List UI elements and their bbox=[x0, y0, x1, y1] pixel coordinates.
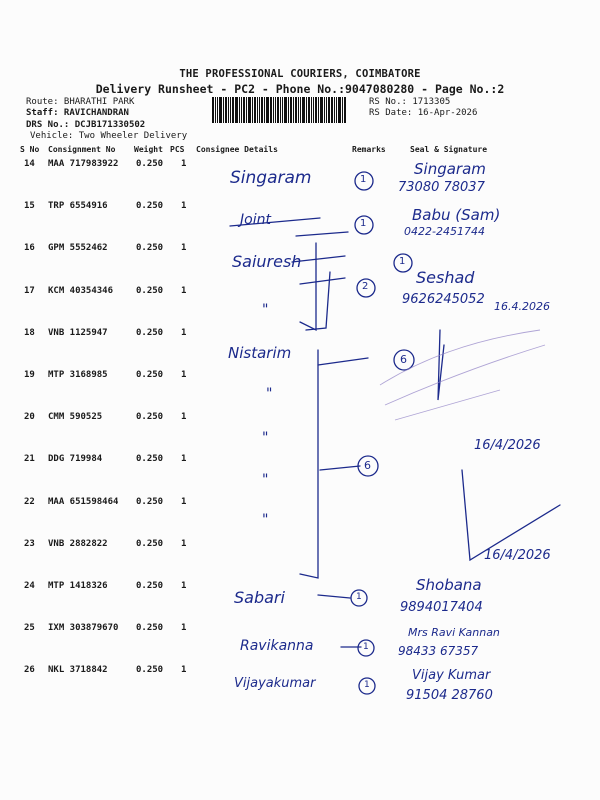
remark-value: 1 bbox=[363, 642, 369, 652]
row-sno: 20 bbox=[24, 412, 35, 423]
ditto-mark: " bbox=[262, 430, 269, 446]
remark-value: 1 bbox=[356, 592, 362, 602]
row-consignment-no: DDG 719984 bbox=[48, 454, 103, 465]
row-weight: 0.250 bbox=[136, 327, 164, 338]
col-sno: S No bbox=[20, 145, 40, 154]
receiver-phone: 73080 78037 bbox=[398, 180, 485, 195]
remark-value: 1 bbox=[364, 680, 370, 690]
row-pcs: 1 bbox=[181, 665, 187, 676]
remark-value: 6 bbox=[400, 353, 407, 366]
row-consignment-no: MTP 1418326 bbox=[48, 581, 108, 591]
remark-value: 1 bbox=[399, 256, 406, 267]
row-pcs: 1 bbox=[181, 581, 187, 591]
consignee-name: Vijayakumar bbox=[234, 676, 316, 691]
row-sno: 22 bbox=[24, 496, 35, 507]
delivery-date: 16.4.2026 bbox=[494, 300, 550, 313]
delivery-date: 16/4/2026 bbox=[484, 548, 551, 563]
row-weight: 0.250 bbox=[136, 285, 164, 296]
consignee-name: Joint bbox=[240, 212, 271, 228]
route-label: Route: BHARATHI PARK bbox=[26, 97, 135, 107]
consignee-name: Nistarim bbox=[228, 344, 292, 362]
row-consignment-no: VNB 2882822 bbox=[48, 538, 108, 549]
row-weight: 0.250 bbox=[136, 538, 164, 549]
barcode bbox=[212, 97, 366, 123]
table-row bbox=[0, 328, 600, 370]
row-consignment-no: GPM 5552462 bbox=[48, 243, 108, 254]
row-pcs: 1 bbox=[181, 243, 187, 254]
row-pcs: 1 bbox=[181, 285, 187, 296]
table-row bbox=[0, 581, 600, 623]
row-pcs: 1 bbox=[181, 370, 187, 380]
table-row bbox=[0, 370, 600, 412]
row-consignment-no: KCM 40354346 bbox=[48, 285, 114, 296]
consignee-name: Saiuresh bbox=[232, 252, 302, 271]
row-sno: 24 bbox=[24, 581, 35, 591]
row-consignment-no: TRP 6554916 bbox=[48, 201, 108, 212]
row-pcs: 1 bbox=[181, 159, 187, 169]
row-weight: 0.250 bbox=[136, 412, 164, 423]
row-weight: 0.250 bbox=[136, 496, 164, 507]
row-weight: 0.250 bbox=[136, 581, 164, 591]
receiver-signature: Babu (Sam) bbox=[412, 206, 501, 224]
receiver-phone: 9894017404 bbox=[400, 600, 483, 615]
col-consignee-details: Consignee Details bbox=[196, 145, 278, 154]
row-pcs: 1 bbox=[181, 496, 187, 507]
row-weight: 0.250 bbox=[136, 665, 164, 676]
company-title: THE PROFESSIONAL COURIERS, COIMBATORE bbox=[179, 68, 421, 80]
row-consignment-no: NKL 3718842 bbox=[48, 665, 108, 676]
table-row bbox=[0, 454, 600, 496]
consignee-name: Singaram bbox=[230, 168, 312, 188]
row-pcs: 1 bbox=[181, 327, 187, 338]
receiver-phone: 98433 67357 bbox=[398, 644, 479, 658]
runsheet-subtitle: Delivery Runsheet - PC2 - Phone No.:9047080280 - Page No.:2 bbox=[95, 82, 505, 96]
table-row bbox=[0, 497, 600, 539]
row-sno: 16 bbox=[24, 243, 35, 254]
row-sno: 18 bbox=[24, 327, 35, 338]
col-remarks: Remarks bbox=[352, 145, 386, 154]
row-pcs: 1 bbox=[181, 412, 187, 423]
consignee-name: Sabari bbox=[234, 588, 285, 607]
ditto-mark: " bbox=[262, 302, 269, 318]
runsheet-header bbox=[0, 68, 600, 96]
col-weight: Weight bbox=[134, 145, 163, 154]
rs-date: RS Date: 16-Apr-2026 bbox=[369, 108, 478, 118]
row-pcs: 1 bbox=[181, 454, 187, 465]
vehicle-label: Vehicle: Two Wheeler Delivery bbox=[30, 131, 188, 141]
remark-value: 1 bbox=[360, 174, 367, 185]
receiver-signature: Seshad bbox=[416, 268, 475, 287]
row-sno: 21 bbox=[24, 454, 35, 465]
receiver-phone: 9626245052 bbox=[402, 292, 485, 307]
row-pcs: 1 bbox=[181, 201, 187, 212]
delivery-date: 16/4/2026 bbox=[474, 438, 541, 453]
remark-value: 1 bbox=[360, 218, 367, 229]
row-weight: 0.250 bbox=[136, 623, 164, 634]
row-sno: 17 bbox=[24, 285, 35, 296]
ditto-mark: " bbox=[262, 512, 269, 528]
row-sno: 25 bbox=[24, 623, 35, 634]
row-consignment-no: VNB 1125947 bbox=[48, 327, 108, 338]
row-consignment-no: CMM 590525 bbox=[48, 412, 103, 423]
row-sno: 15 bbox=[24, 201, 35, 212]
drs-number: DRS No.: DCJB171330502 bbox=[26, 120, 146, 130]
row-consignment-no: MAA 717983922 bbox=[48, 159, 119, 169]
rs-number: RS No.: 1713305 bbox=[369, 97, 451, 107]
consignee-name: Ravikanna bbox=[240, 638, 314, 654]
row-weight: 0.250 bbox=[136, 159, 164, 169]
row-sno: 26 bbox=[24, 665, 35, 676]
receiver-phone: 91504 28760 bbox=[406, 688, 493, 703]
row-pcs: 1 bbox=[181, 538, 187, 549]
col-pcs: PCS bbox=[170, 145, 185, 154]
row-consignment-no: IXM 303879670 bbox=[48, 623, 119, 634]
row-consignment-no: MAA 651598464 bbox=[48, 496, 119, 507]
ditto-mark: " bbox=[266, 386, 273, 402]
staff-label: Staff: RAVICHANDRAN bbox=[26, 108, 129, 118]
ditto-mark: " bbox=[262, 472, 269, 488]
row-consignment-no: MTP 3168985 bbox=[48, 370, 108, 380]
row-sno: 19 bbox=[24, 370, 35, 380]
row-weight: 0.250 bbox=[136, 454, 164, 465]
receiver-signature: Mrs Ravi Kannan bbox=[408, 626, 500, 639]
table-row bbox=[0, 201, 600, 243]
col-seal-signature: Seal & Signature bbox=[410, 145, 488, 154]
row-weight: 0.250 bbox=[136, 370, 164, 380]
row-weight: 0.250 bbox=[136, 201, 164, 212]
row-pcs: 1 bbox=[181, 623, 187, 634]
receiver-signature: Vijay Kumar bbox=[412, 668, 491, 683]
col-consignment: Consignment No bbox=[48, 145, 116, 154]
remark-value: 6 bbox=[364, 459, 371, 472]
row-weight: 0.250 bbox=[136, 243, 164, 254]
row-sno: 14 bbox=[24, 159, 35, 169]
receiver-phone: 0422-2451744 bbox=[404, 225, 485, 238]
receiver-signature: Singaram bbox=[414, 160, 486, 178]
receiver-signature: Shobana bbox=[416, 576, 482, 594]
remark-value: 2 bbox=[362, 281, 369, 292]
row-sno: 23 bbox=[24, 538, 35, 549]
